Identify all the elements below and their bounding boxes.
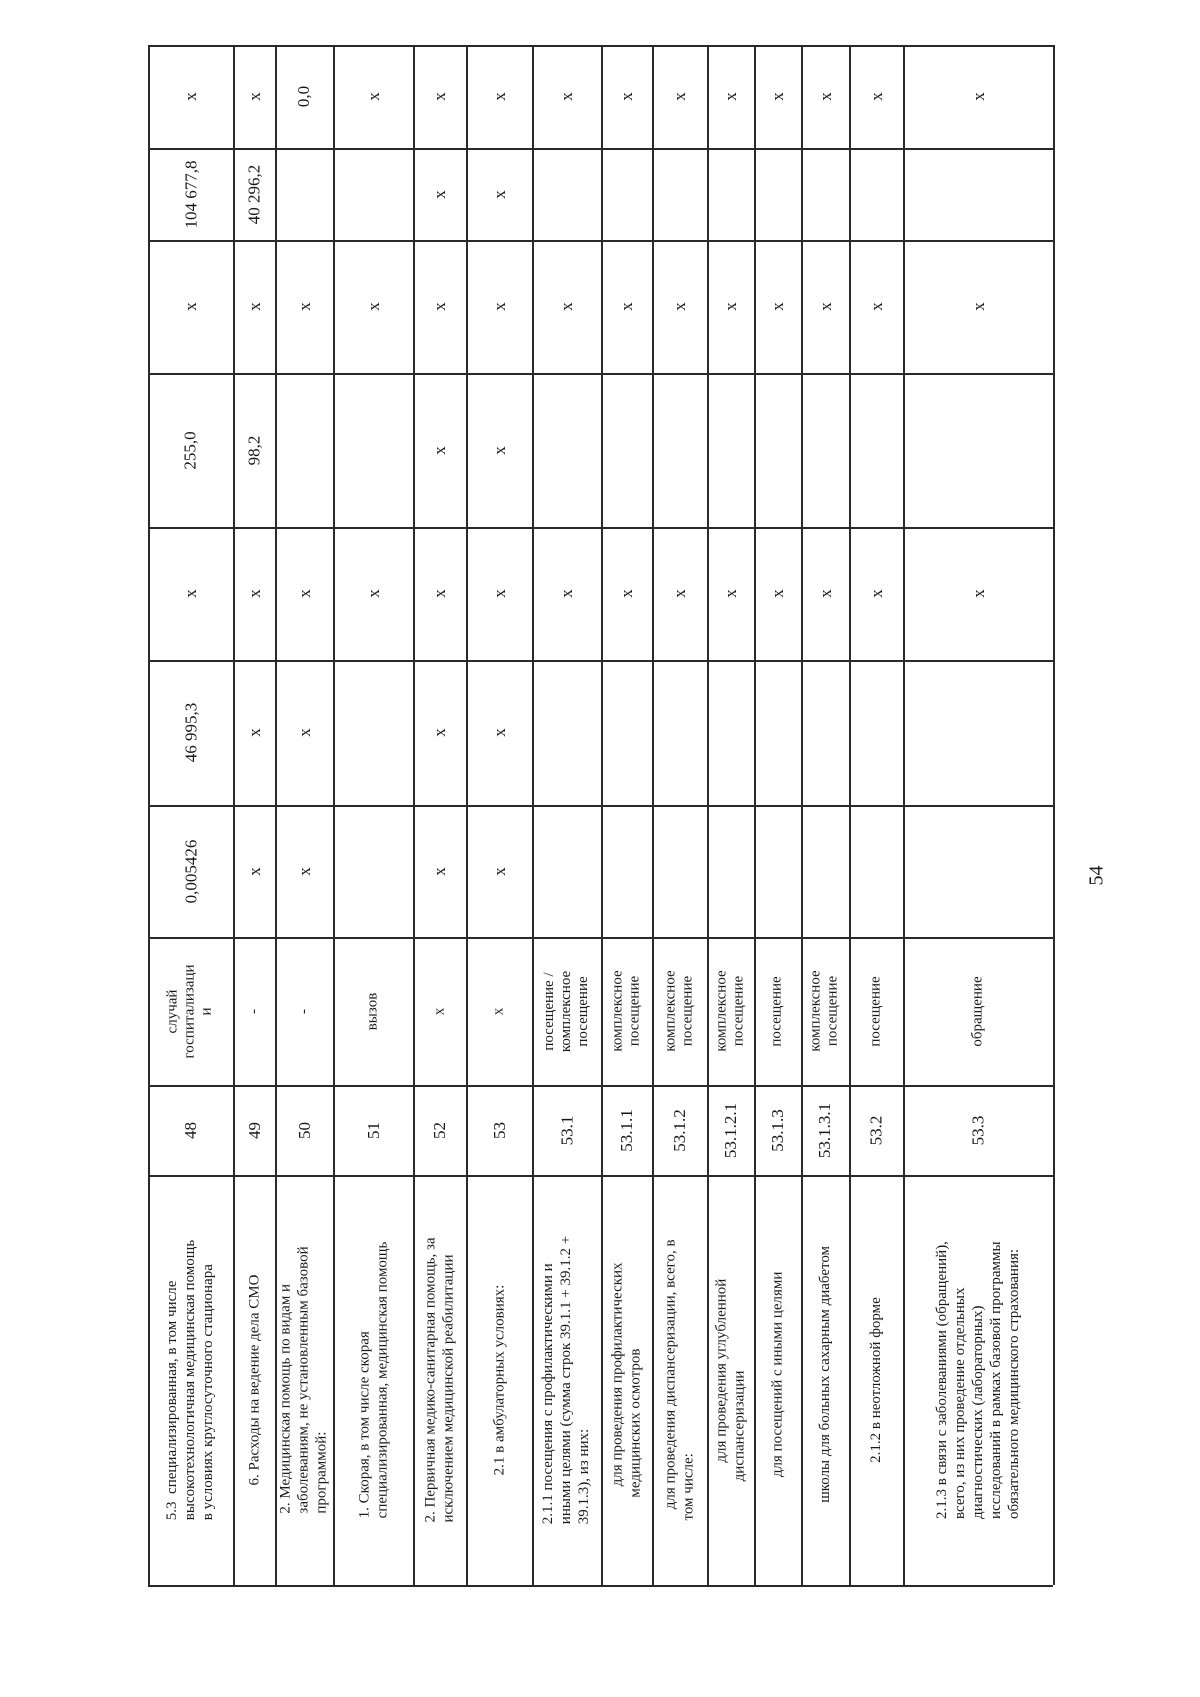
cell-text: 49 <box>244 1121 264 1139</box>
cell-text: 255,0 <box>181 430 200 470</box>
table-cell-c6 <box>235 150 273 238</box>
table-cell-c7 <box>150 47 231 146</box>
table-cell-c7 <box>277 47 331 146</box>
table-cell-c4 <box>756 375 799 525</box>
table-cell-c3 <box>851 529 901 658</box>
table-cell-c6 <box>335 150 411 238</box>
cell-text: 98,2 <box>244 435 264 465</box>
table-cell-c3 <box>709 529 752 658</box>
cell-text: x <box>617 302 636 311</box>
cell-text: 2.1.3 в связи с заболеваниями (обращений), всего, из них проведение отдельных диагностических (лабораторных) исследований в рамках базовой программы обязательного медицинского страхования: <box>934 1241 1023 1519</box>
cell-text: x <box>489 589 509 598</box>
cell-text: 5.3 специализированная, в том числе высокотехнологичная медицинская помощь в условиях круглосуточного стационара <box>164 1239 217 1521</box>
cell-text: x <box>670 302 689 311</box>
table-cell-c2 <box>277 662 331 803</box>
cell-text: x <box>363 589 383 598</box>
table-cell-c6 <box>415 150 464 238</box>
cell-text: для проведения углубленной диспансеризации <box>713 1278 748 1482</box>
cell-text: x <box>866 92 886 101</box>
table-cell-c4 <box>709 375 752 525</box>
cell-text: x <box>490 1007 507 1015</box>
cell-text: 51 <box>363 1121 383 1139</box>
table-cell-c3 <box>756 529 799 658</box>
table-cell-line <box>150 1087 231 1173</box>
cell-text: x <box>721 589 740 598</box>
cell-text: x <box>815 302 835 311</box>
cell-text: x <box>294 728 314 737</box>
page-number-text: 54 <box>1085 865 1108 885</box>
table-cell-c7 <box>756 47 799 146</box>
cell-text: посещение <box>769 975 786 1047</box>
cell-text: 2. Медицинская помощь по видам и заболеваниям, не установленным базовой программой: <box>278 1246 331 1514</box>
table-cell-c2 <box>654 662 705 803</box>
table-cell-c2 <box>468 662 530 803</box>
cell-text: x <box>489 189 509 199</box>
table-cell-c3 <box>468 529 530 658</box>
table-cell-name <box>803 1177 847 1583</box>
cell-text: x <box>489 866 509 876</box>
table-cell-line <box>235 1087 273 1173</box>
table-cell-line <box>277 1087 331 1173</box>
page-number <box>1082 855 1112 895</box>
cell-text: 53.3 <box>968 1115 988 1145</box>
table-cell-c6 <box>709 150 752 238</box>
cell-text: 0,0 <box>294 85 314 108</box>
table-cell-c5 <box>803 242 847 371</box>
table-cell-c1 <box>756 807 799 935</box>
table-cell-unit <box>468 939 530 1083</box>
cell-text: x <box>363 92 383 101</box>
cell-text: школы для больных сахарным диабетом <box>817 1245 834 1515</box>
table-row-border <box>1053 45 1055 1585</box>
cell-text: 53.1 <box>557 1115 576 1145</box>
table-cell-line <box>603 1087 650 1173</box>
table-cell-line <box>415 1087 464 1173</box>
table-cell-c6 <box>468 150 530 238</box>
cell-text: x <box>670 92 689 101</box>
table-cell-line <box>803 1087 847 1173</box>
table-cell-c7 <box>335 47 411 146</box>
cell-text: x <box>363 302 383 311</box>
table-cell-c2 <box>534 662 599 803</box>
cell-text: 50 <box>294 1121 314 1139</box>
cell-text: x <box>181 589 200 598</box>
table-cell-c5 <box>851 242 901 371</box>
cell-text: x <box>866 589 886 598</box>
table-cell-c5 <box>415 242 464 371</box>
table-cell-c4 <box>603 375 650 525</box>
cell-text: посещение / комплексное посещение <box>541 970 591 1052</box>
table-cell-name <box>851 1177 901 1583</box>
table-cell-c7 <box>803 47 847 146</box>
table-cell-c4 <box>150 375 231 525</box>
table-cell-c2 <box>905 662 1051 803</box>
table-cell-c6 <box>150 150 231 238</box>
cell-text: 2.1.2 в неотложной форме <box>868 1297 884 1463</box>
table-cell-c7 <box>534 47 599 146</box>
table-cell-c5 <box>603 242 650 371</box>
table-cell-c4 <box>235 375 273 525</box>
table-cell-c5 <box>756 242 799 371</box>
table-cell-c7 <box>603 47 650 146</box>
table-cell-c1 <box>803 807 847 935</box>
cell-text: 0,005426 <box>181 839 200 903</box>
table-cell-unit <box>654 939 705 1083</box>
table-cell-c5 <box>335 242 411 371</box>
table-cell-c7 <box>415 47 464 146</box>
cell-text: x <box>430 728 449 737</box>
table-cell-c3 <box>235 529 273 658</box>
table-cell-c6 <box>654 150 705 238</box>
table-cell-c6 <box>534 150 599 238</box>
table-cell-unit <box>335 939 411 1083</box>
table-cell-c7 <box>468 47 530 146</box>
cell-text: 53.2 <box>866 1115 886 1145</box>
table-cell-c5 <box>709 242 752 371</box>
table-cell-c4 <box>277 375 331 525</box>
cell-text: 40 296,2 <box>244 164 264 224</box>
table-cell-c3 <box>603 529 650 658</box>
table-cell-c4 <box>851 375 901 525</box>
table-cell-c7 <box>654 47 705 146</box>
cell-text: x <box>768 92 787 101</box>
cell-text: обращение <box>969 975 986 1047</box>
table-cell-c1 <box>335 807 411 935</box>
cell-text: x <box>489 728 509 737</box>
table-cell-name <box>709 1177 752 1583</box>
cell-text: 52 <box>430 1121 449 1139</box>
table-cell-c2 <box>803 662 847 803</box>
cell-text: x <box>244 866 264 876</box>
cell-text: x <box>815 92 835 101</box>
cell-text: x <box>489 92 509 101</box>
table-cell-c5 <box>150 242 231 371</box>
table-cell-c5 <box>468 242 530 371</box>
table-cell-unit <box>603 939 650 1083</box>
cell-text: x <box>489 445 509 455</box>
cell-text: - <box>245 1008 262 1014</box>
table-cell-name <box>468 1177 530 1583</box>
cell-text: 53 <box>489 1121 509 1139</box>
cell-text: x <box>617 589 636 598</box>
table-cell-c5 <box>534 242 599 371</box>
table-cell-name <box>235 1177 273 1583</box>
cell-text: x <box>430 302 449 311</box>
cell-text: x <box>431 1007 447 1015</box>
table-cell-c2 <box>603 662 650 803</box>
table-cell-unit <box>415 939 464 1083</box>
cell-text: комплексное посещение <box>662 970 696 1052</box>
table-cell-c1 <box>277 807 331 935</box>
table-cell-c4 <box>654 375 705 525</box>
cell-text: x <box>294 589 314 598</box>
cell-text: x <box>968 92 988 101</box>
table-cell-line <box>905 1087 1051 1173</box>
table-cell-name <box>654 1177 705 1583</box>
cell-text: x <box>430 866 449 876</box>
cell-text: x <box>768 302 787 311</box>
table-cell-c7 <box>905 47 1051 146</box>
table-cell-c1 <box>709 807 752 935</box>
cell-text: комплексное посещение <box>713 970 747 1052</box>
cell-text: x <box>430 445 449 455</box>
cell-text: x <box>557 589 576 598</box>
table-cell-c2 <box>335 662 411 803</box>
table-cell-c5 <box>277 242 331 371</box>
table-cell-c1 <box>905 807 1051 935</box>
cell-text: случай госпитализаци и <box>165 963 216 1059</box>
table-cell-name <box>415 1177 464 1583</box>
cell-text: посещение <box>867 975 884 1047</box>
table-cell-unit <box>277 939 331 1083</box>
table-cell-line <box>851 1087 901 1173</box>
cell-text: x <box>244 728 264 737</box>
table-cell-line <box>654 1087 705 1173</box>
cell-text: 6. Расходы на ведение дела СМО <box>246 1274 263 1486</box>
cell-text: комплексное посещение <box>609 970 643 1052</box>
table-column-border <box>148 1585 1053 1587</box>
table-cell-c5 <box>905 242 1051 371</box>
table-cell-c5 <box>654 242 705 371</box>
cell-text: 53.1.1 <box>617 1108 636 1152</box>
table-cell-c4 <box>534 375 599 525</box>
table-cell-c3 <box>654 529 705 658</box>
table-cell-c7 <box>709 47 752 146</box>
table-cell-unit <box>235 939 273 1083</box>
table-cell-c3 <box>803 529 847 658</box>
table-cell-c6 <box>603 150 650 238</box>
table-cell-c1 <box>534 807 599 935</box>
table-cell-c4 <box>803 375 847 525</box>
table-cell-c6 <box>905 150 1051 238</box>
table-cell-line <box>534 1087 599 1173</box>
table-cell-unit <box>534 939 599 1083</box>
table-cell-c3 <box>335 529 411 658</box>
cell-text: x <box>968 302 988 311</box>
cell-text: x <box>244 589 264 598</box>
table-cell-line <box>335 1087 411 1173</box>
cell-text: 2.1 в амбулаторных условиях: <box>491 1284 508 1476</box>
table-cell-line <box>756 1087 799 1173</box>
table-cell-line <box>468 1087 530 1173</box>
table-cell-unit <box>851 939 901 1083</box>
cell-text: - <box>295 1008 312 1014</box>
cell-text: x <box>181 302 200 311</box>
cell-text: x <box>489 302 509 311</box>
table-cell-name <box>905 1177 1051 1583</box>
table-cell-c3 <box>534 529 599 658</box>
table-cell-c1 <box>150 807 231 935</box>
table-cell-c4 <box>335 375 411 525</box>
table-cell-c1 <box>654 807 705 935</box>
cell-text: x <box>815 589 835 598</box>
cell-text: x <box>557 302 576 311</box>
table-cell-c5 <box>235 242 273 371</box>
cell-text: 2.1.1 посещения с профилактическими и иными целями (сумма строк 39.1.1 + 39.1.2 + 39.1.3), из них: <box>540 1235 593 1525</box>
table-cell-unit <box>803 939 847 1083</box>
cell-text: x <box>721 92 740 101</box>
table-cell-unit <box>150 939 231 1083</box>
table-cell-unit <box>709 939 752 1083</box>
cell-text: 1. Скорая, в том числе скорая специализированная, медицинская помощь <box>356 1241 390 1519</box>
cell-text: 53.1.3.1 <box>815 1102 835 1158</box>
table-cell-name <box>335 1177 411 1583</box>
table-cell-c3 <box>150 529 231 658</box>
cell-text: комплексное посещение <box>808 970 841 1052</box>
cell-text: x <box>866 302 886 311</box>
table-cell-name <box>277 1177 331 1583</box>
table-cell-name <box>603 1177 650 1583</box>
cell-text: 2. Первичная медико-санитарная помощь, за исключением медицинской реабилитации <box>422 1237 457 1523</box>
cell-text: 53.1.2.1 <box>721 1102 740 1158</box>
cell-text: для посещений с иными целями <box>769 1271 786 1489</box>
cell-text: 48 <box>181 1121 200 1139</box>
table-cell-c6 <box>851 150 901 238</box>
table-cell-c1 <box>468 807 530 935</box>
cell-text: вызов <box>364 992 381 1030</box>
table-cell-c3 <box>905 529 1051 658</box>
cell-text: x <box>181 92 200 101</box>
cell-text: x <box>430 189 449 199</box>
table-cell-c2 <box>709 662 752 803</box>
cell-text: для проведения профилактических медицинских осмотров <box>609 1262 644 1498</box>
cell-text: 104 677,8 <box>181 160 200 228</box>
cell-text: для проведения диспансеризации, всего, в том числе: <box>662 1239 697 1521</box>
cell-text: x <box>617 92 636 101</box>
table-cell-c4 <box>905 375 1051 525</box>
table-cell-c1 <box>603 807 650 935</box>
table-cell-c2 <box>756 662 799 803</box>
table-cell-c2 <box>235 662 273 803</box>
table-cell-unit <box>756 939 799 1083</box>
table-cell-c4 <box>468 375 530 525</box>
table-cell-c3 <box>415 529 464 658</box>
table-cell-c2 <box>851 662 901 803</box>
table-cell-c6 <box>756 150 799 238</box>
cell-text: x <box>670 589 689 598</box>
table-cell-unit <box>905 939 1051 1083</box>
table-cell-line <box>709 1087 752 1173</box>
table-cell-name <box>756 1177 799 1583</box>
cell-text: x <box>294 302 314 311</box>
cell-text: x <box>244 302 264 311</box>
table-cell-c4 <box>415 375 464 525</box>
cell-text: 46 995,3 <box>181 702 200 763</box>
cell-text: x <box>244 92 264 101</box>
table-cell-c7 <box>235 47 273 146</box>
cell-text: x <box>721 302 740 311</box>
table-cell-c7 <box>851 47 901 146</box>
cell-text: x <box>968 589 988 598</box>
table-cell-c2 <box>415 662 464 803</box>
table-cell-c1 <box>415 807 464 935</box>
table-cell-c6 <box>277 150 331 238</box>
table-cell-c2 <box>150 662 231 803</box>
table-cell-c6 <box>803 150 847 238</box>
cell-text: x <box>430 589 449 598</box>
cell-text: x <box>430 92 449 101</box>
table-cell-c1 <box>851 807 901 935</box>
table-cell-name <box>150 1177 231 1583</box>
table-cell-name <box>534 1177 599 1583</box>
cell-text: 53.1.2 <box>670 1108 689 1152</box>
cell-text: x <box>768 589 787 598</box>
cell-text: 53.1.3 <box>768 1108 787 1152</box>
cell-text: x <box>557 92 576 101</box>
table-cell-c1 <box>235 807 273 935</box>
table-cell-c3 <box>277 529 331 658</box>
cell-text: x <box>294 866 314 876</box>
